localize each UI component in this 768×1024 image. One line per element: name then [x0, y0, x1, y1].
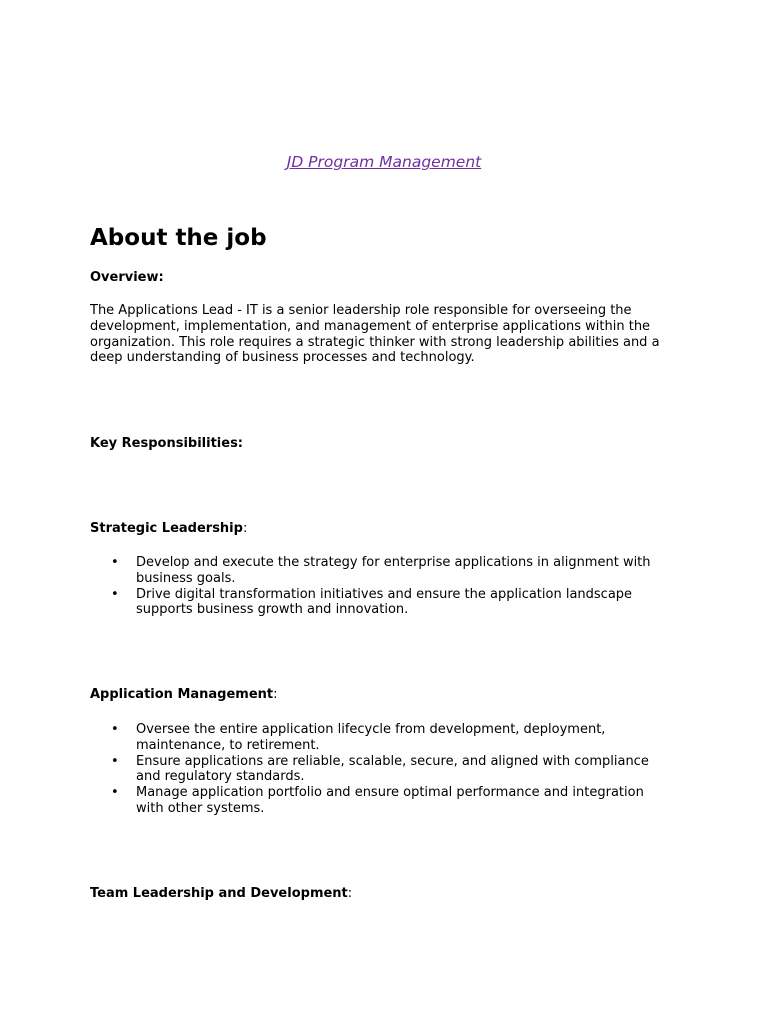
overview-label-text: Overview:	[90, 270, 164, 285]
bullet-icon: •	[111, 785, 119, 801]
page-heading: About the job	[90, 225, 267, 251]
section-title-suffix: :	[273, 687, 278, 702]
list-item-text: Ensure applications are reliable, scalable, secure, and aligned with compliance and regulatory standards.	[136, 753, 649, 785]
bullet-list-application-management	[90, 722, 670, 817]
bullet-icon: •	[111, 753, 119, 769]
document-title-link[interactable]: JD Program Management	[286, 153, 482, 171]
section-heading-team-leadership	[90, 886, 352, 902]
list-item	[90, 754, 670, 786]
section-title-suffix: :	[242, 521, 248, 536]
overview-label	[90, 270, 164, 286]
list-item-text: Develop and execute the strategy for enterprise applications in alignment with business goals.	[136, 555, 651, 586]
list-item-text: Oversee the entire application lifecycle from development, deployment, maintenance, to retirement.	[136, 722, 606, 753]
list-item-text: Manage application portfolio and ensure optimal performance and integration with other systems.	[136, 785, 644, 816]
section-title: Strategic Leadership	[90, 521, 243, 536]
section-heading-application-management	[90, 687, 278, 703]
list-item	[90, 555, 670, 587]
list-item	[90, 785, 670, 817]
section-title-suffix: :	[347, 886, 353, 901]
section-title: Team Leadership and Development	[90, 886, 348, 901]
bullet-icon: •	[111, 586, 119, 602]
section-heading-strategic-leadership	[90, 521, 247, 537]
key-responsibilities-label	[90, 436, 243, 452]
bullet-icon: •	[111, 722, 119, 737]
overview-paragraph: The Applications Lead - IT is a senior leadership role responsible for overseeing the development, implementation, and management of enterprise applications within the organization. This role requires a strategic thinker with strong leadership abilities and a deep understanding of business processes and technology.	[90, 303, 660, 366]
document-title	[0, 151, 768, 173]
list-item-text: Drive digital transformation initiatives and ensure the application landscape supports business growth and innovation.	[136, 586, 633, 618]
section-title: Application Management	[90, 687, 274, 702]
bullet-list-strategic-leadership	[90, 555, 670, 618]
list-item	[90, 722, 670, 754]
bullet-icon: •	[111, 555, 119, 570]
key-responsibilities-label-text: Key Responsibilities:	[90, 436, 244, 451]
list-item	[90, 587, 670, 619]
